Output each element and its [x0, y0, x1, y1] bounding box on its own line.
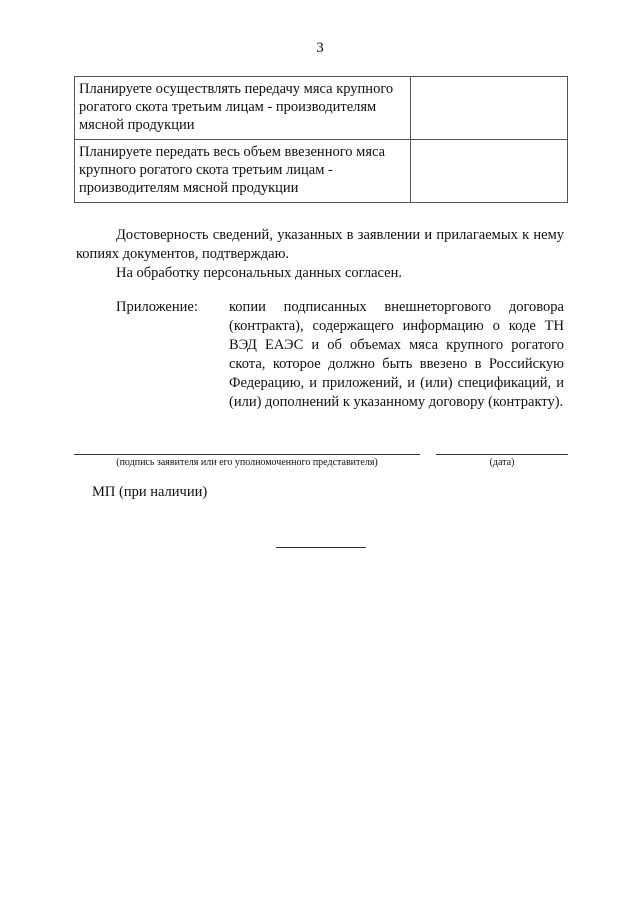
- table-row: [75, 77, 568, 140]
- signature-caption: (подпись заявителя или его уполномоченного представителя): [116, 457, 378, 468]
- stamp-label: МП (при наличии): [92, 484, 208, 500]
- accuracy-statement: Достоверность сведений, указанных в заявлении и прилагаемых к нему копиях документов, подтверждаю.: [76, 227, 564, 262]
- question-text: Планируете осуществлять передачу мяса крупного рогатого скота третьим лицам - производителям мясной продукции: [75, 77, 411, 140]
- consent-statement: На обработку персональных данных согласен.: [116, 265, 402, 281]
- date-line[interactable]: [436, 454, 568, 455]
- date-caption: (дата): [489, 457, 515, 468]
- answer-cell[interactable]: [410, 140, 567, 203]
- table-row: [75, 140, 568, 203]
- end-divider: [276, 547, 366, 548]
- signature-line[interactable]: [74, 454, 420, 455]
- question-text: Планируете передать весь объем ввезенного мяса крупного рогатого скота третьим лицам - производителям мясной продукции: [75, 140, 411, 203]
- answer-cell[interactable]: [410, 77, 567, 140]
- page-number: 3: [316, 40, 324, 56]
- appendix-label: Приложение:: [116, 299, 198, 315]
- appendix-text: копии подписанных внешнеторгового договора (контракта), содержащего информацию о коде ТН ВЭД ЕАЭС и об объемах мяса крупного рогатого скота, которое должно быть ввезено в Российскую Федерацию, и приложений, и (или) спецификаций, и (или) дополнений к указанному договору (контракту).: [229, 299, 564, 410]
- questions-table: [74, 76, 568, 203]
